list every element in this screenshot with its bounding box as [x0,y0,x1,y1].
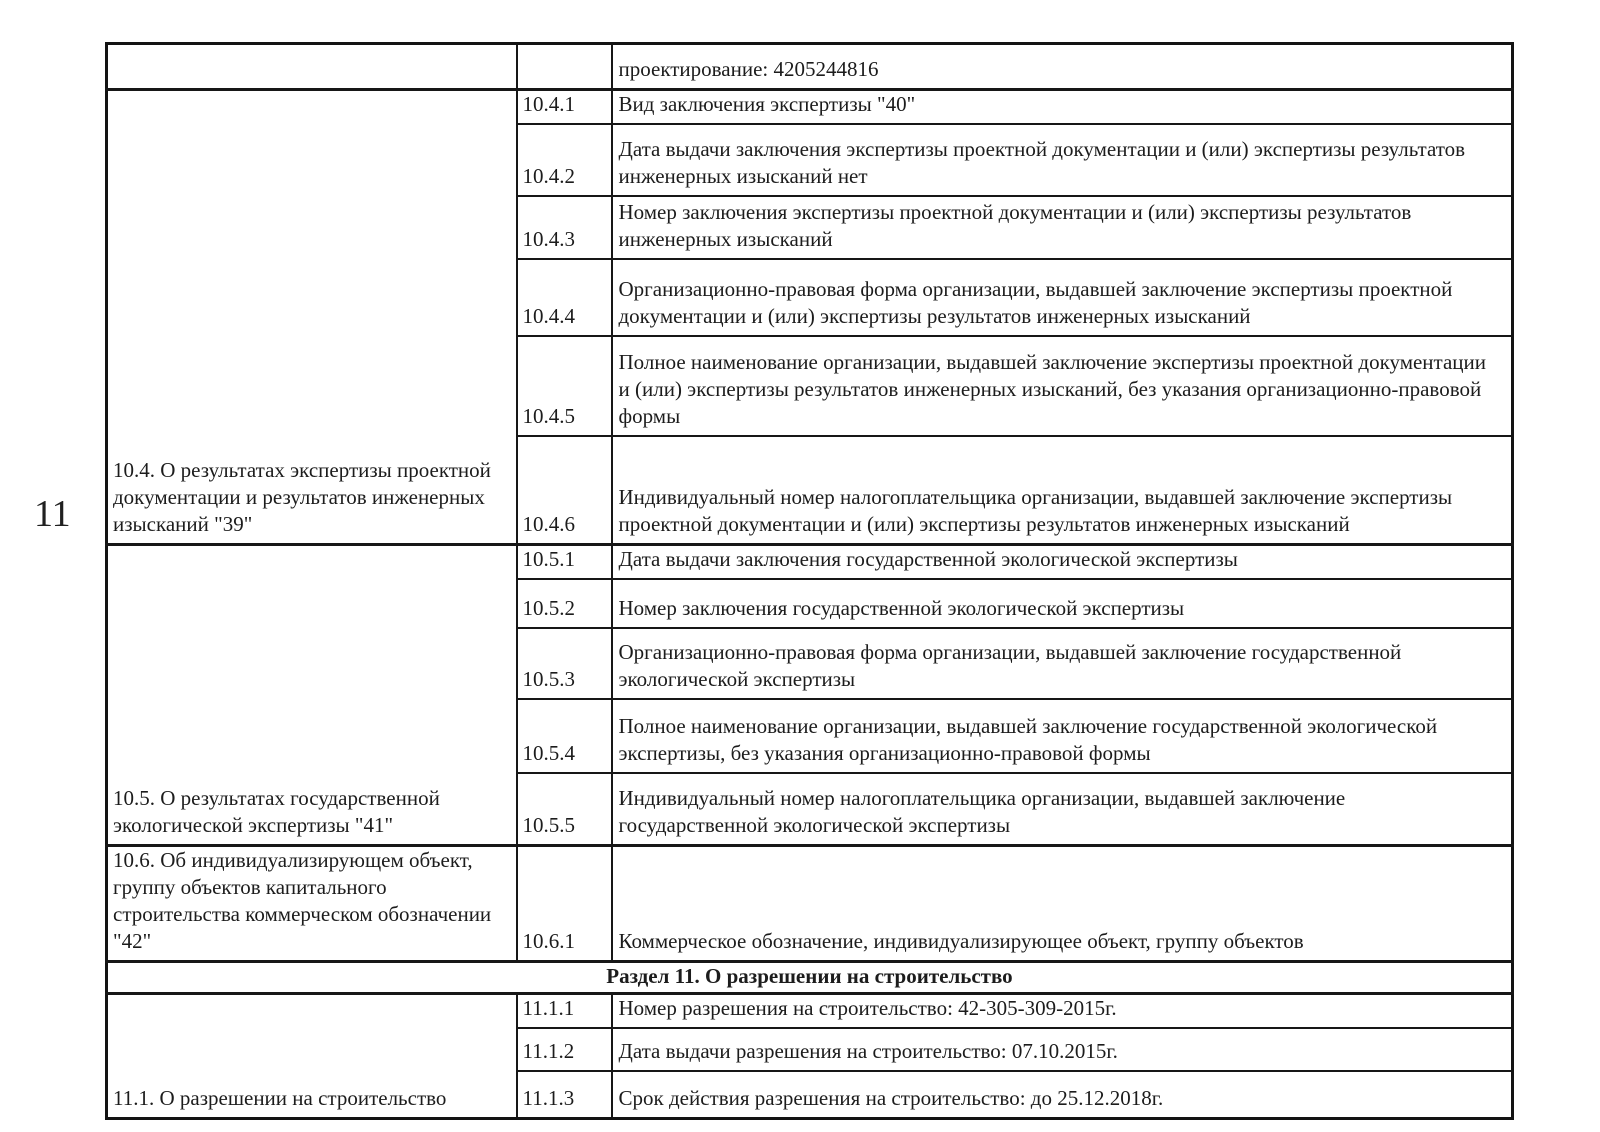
group-label-cell: 11.1. О разрешении на строительство [107,994,517,1119]
section-11-header: Раздел 11. О разрешении на строительство [107,962,1513,994]
code-cell: 10.4.1 [517,90,612,125]
code-cell: 10.5.3 [517,628,612,699]
group-label-cell: 10.6. Об индивидуализирующем объект, группу объектов капитального строительства коммерческом обозначении "42" [107,846,517,962]
table-row [107,44,1513,90]
description-cell: Вид заключения экспертизы "40" [612,90,1513,125]
description-cell: Полное наименование организации, выдавшей заключение государственной экологической экспертизы, без указания организационно-правовой формы [612,699,1513,773]
description-cell: Организационно-правовая форма организации, выдавшей заключение экспертизы проектной документации и (или) экспертизы результатов инженерных изысканий [612,259,1513,336]
code-cell: 11.1.2 [517,1028,612,1071]
code-cell: 10.5.2 [517,579,612,628]
description-cell: Индивидуальный номер налогоплательщика организации, выдавшей заключение государственной экологической экспертизы [612,773,1513,846]
table-row [107,90,1513,125]
code-cell: 10.4.3 [517,196,612,259]
group-label-cell: 10.5. О результатах государственной экологической экспертизы "41" [107,544,517,846]
code-cell: 10.5.5 [517,773,612,846]
group-label-cell-empty [107,44,517,90]
description-cell: Дата выдачи заключения экспертизы проектной документации и (или) экспертизы результатов инженерных изысканий нет [612,124,1513,196]
description-cell: Номер заключения экспертизы проектной документации и (или) экспертизы результатов инженерных изысканий [612,196,1513,259]
description-cell: Срок действия разрешения на строительство: до 25.12.2018г. [612,1071,1513,1118]
description-cell: Номер разрешения на строительство: 42-305-309-2015г. [612,994,1513,1029]
code-cell-empty [517,44,612,90]
description-cell: проектирование: 4205244816 [612,44,1513,90]
description-cell: Номер заключения государственной экологической экспертизы [612,579,1513,628]
description-cell: Организационно-правовая форма организации, выдавшей заключение государственной экологической экспертизы [612,628,1513,699]
description-cell: Полное наименование организации, выдавшей заключение экспертизы проектной документации и (или) экспертизы результатов инженерных изысканий, без указания организационно-правовой формы [612,336,1513,436]
code-cell: 10.5.4 [517,699,612,773]
section-header-row [107,962,1513,994]
project-declaration-table [105,42,1514,1120]
code-cell: 10.4.4 [517,259,612,336]
table-row [107,544,1513,579]
table-row [107,846,1513,962]
description-cell: Коммерческое обозначение, индивидуализирующее объект, группу объектов [612,846,1513,962]
code-cell: 10.4.6 [517,436,612,544]
code-cell: 11.1.3 [517,1071,612,1118]
code-cell: 10.5.1 [517,544,612,579]
description-cell: Дата выдачи разрешения на строительство: 07.10.2015г. [612,1028,1513,1071]
page-number: 11 [34,493,71,535]
group-label-cell: 10.4. О результатах экспертизы проектной документации и результатов инженерных изысканий "39" [107,90,517,545]
code-cell: 10.4.2 [517,124,612,196]
table-row [107,994,1513,1029]
description-cell: Индивидуальный номер налогоплательщика организации, выдавшей заключение экспертизы проектной документации и (или) экспертизы результатов инженерных изысканий [612,436,1513,544]
description-cell: Дата выдачи заключения государственной экологической экспертизы [612,544,1513,579]
code-cell: 10.6.1 [517,846,612,962]
code-cell: 11.1.1 [517,994,612,1029]
code-cell: 10.4.5 [517,336,612,436]
